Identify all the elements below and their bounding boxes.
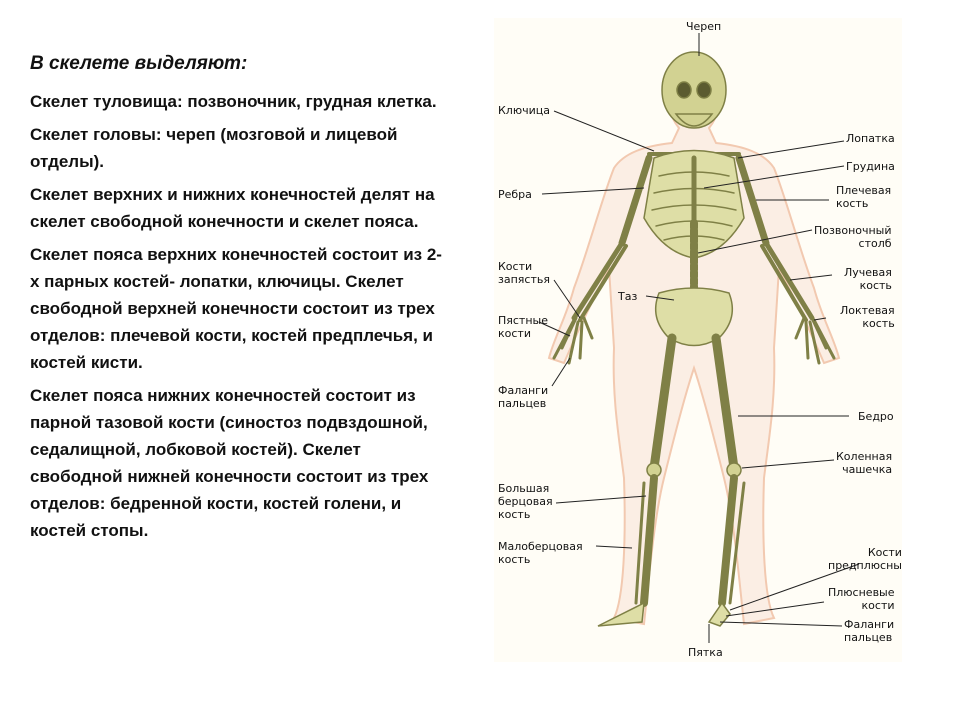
label-tibia-line2: берцовая: [498, 495, 553, 508]
label-radius-line2: кость: [859, 279, 892, 292]
label-skull: Череп: [686, 20, 722, 33]
label-radius-line1: Лучевая: [844, 266, 892, 279]
label-tibia-line1: Большая: [498, 482, 550, 495]
label-spine: [814, 224, 892, 250]
label-metatarsals-line1: Плюсневые: [828, 586, 895, 599]
skeleton-figure: [494, 18, 902, 662]
label-ulna-line1: Локтевая: [840, 304, 895, 317]
label-sternum: Грудина: [846, 160, 895, 173]
label-phalanges-foot-line2: пальцев: [844, 631, 893, 644]
label-phalanges-hand: [498, 384, 548, 410]
label-metatarsals-line2: кости: [861, 599, 895, 612]
label-spine-line2: столб: [858, 237, 892, 250]
label-fibula-line1: Малоберцовая: [498, 540, 583, 553]
label-heel: Пятка: [688, 646, 723, 659]
label-spine-line1: Позвоночный: [814, 224, 892, 237]
label-ulna: [840, 304, 895, 330]
label-humerus-line1: Плечевая: [836, 184, 892, 197]
label-humerus-line2: кость: [836, 197, 869, 210]
label-metatarsals: [828, 586, 895, 612]
label-tarsals-line1: Кости: [867, 546, 902, 559]
label-carpals-line2: запястья: [498, 273, 550, 286]
label-phalanges-hand-line1: Фаланги: [498, 384, 549, 397]
label-carpals: [498, 260, 550, 286]
paragraph-head: Скелет головы: череп (мозговой и лицевой отделы).: [30, 125, 398, 171]
label-tibia: [498, 482, 553, 521]
label-fibula-line2: кость: [498, 553, 531, 566]
label-pelvis: Таз: [618, 290, 638, 303]
label-phalanges-foot: [844, 618, 894, 644]
label-fibula: [498, 540, 583, 566]
label-humerus: [836, 184, 891, 210]
paragraph-lower-girdle: Скелет пояса нижних конечностей состоит из парной тазовой кости (синостоз подвздошной, седалищной, лобковой костей). Скелет свободной нижней конечности состоит из трех отделов: бедренной кости, костей голени, и костей стопы.: [30, 386, 429, 540]
pelvis-shape: [656, 288, 733, 346]
label-tarsals-line2: предплюсны: [828, 559, 902, 572]
heading: В скелете выделяют:: [30, 53, 248, 74]
label-metacarpals-line1: Пястные: [498, 314, 548, 327]
label-carpals-line1: Кости: [498, 260, 533, 273]
label-phalanges-hand-line2: пальцев: [498, 397, 547, 410]
label-ribs: Ребра: [498, 188, 532, 201]
label-clavicle: Ключица: [498, 104, 550, 117]
label-patella: [836, 450, 892, 476]
label-metacarpals-line2: кости: [498, 327, 531, 340]
label-tibia-line3: кость: [498, 508, 531, 521]
paragraph-limbs: Скелет верхних и нижних конечностей делят на скелет свободной конечности и скелет пояса.: [30, 185, 435, 231]
label-phalanges-foot-line1: Фаланги: [844, 618, 895, 631]
label-radius: [844, 266, 892, 292]
label-patella-line2: чашечка: [842, 463, 893, 476]
paragraph-trunk: Скелет туловища: позвоночник, грудная клетка.: [30, 92, 437, 111]
label-ulna-line2: кость: [862, 317, 895, 330]
label-scapula: Лопатка: [846, 132, 895, 145]
paragraph-upper-girdle: Скелет пояса верхних конечностей состоит из 2-х парных костей- лопатки, ключицы. Скелет свободной верхней конечности состоит из трех отделов: плечевой кости, костей предплечья, и костей кисти.: [30, 245, 442, 372]
label-femur: Бедро: [858, 410, 894, 423]
label-metacarpals: [498, 314, 548, 340]
text-column: [30, 50, 450, 550]
label-tarsals: [828, 546, 902, 572]
label-patella-line1: Коленная: [836, 450, 893, 463]
